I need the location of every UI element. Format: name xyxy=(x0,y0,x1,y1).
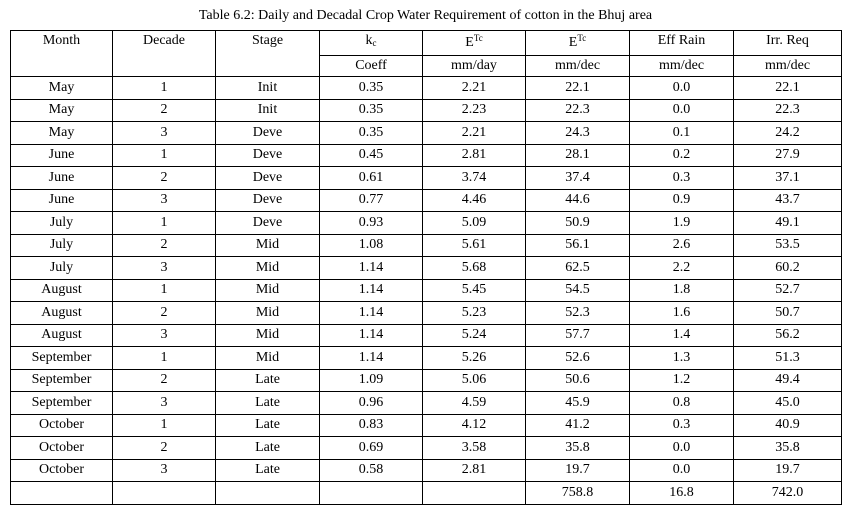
header-month: Month xyxy=(11,31,113,77)
totals-row xyxy=(11,482,842,505)
header-etc-day xyxy=(423,31,526,56)
cell-eff-rain: 1.3 xyxy=(630,347,734,370)
cell-etc-dec: 50.6 xyxy=(526,369,630,392)
cell-month: September xyxy=(11,392,113,415)
cell-etc-dec: 35.8 xyxy=(526,437,630,460)
cell-etc-dec: 56.1 xyxy=(526,234,630,257)
cell-decade: 1 xyxy=(113,347,216,370)
table-row xyxy=(11,257,842,280)
cell-month: September xyxy=(11,369,113,392)
cell-stage: Init xyxy=(216,99,320,122)
cell-kc: 1.14 xyxy=(320,324,423,347)
cell-etc-day: 4.59 xyxy=(423,392,526,415)
cell-stage: Late xyxy=(216,369,320,392)
cell-etc-day: 3.58 xyxy=(423,437,526,460)
table-body xyxy=(11,77,842,505)
cell-month: June xyxy=(11,189,113,212)
cell-eff-rain: 0.3 xyxy=(630,167,734,190)
table-row xyxy=(11,167,842,190)
cell-stage: Late xyxy=(216,392,320,415)
unit-eff-rain: mm/dec xyxy=(630,56,734,77)
cell-etc-dec: 37.4 xyxy=(526,167,630,190)
table-row xyxy=(11,189,842,212)
cell-decade: 2 xyxy=(113,99,216,122)
cell-stage: Late xyxy=(216,414,320,437)
cell-etc-dec: 54.5 xyxy=(526,279,630,302)
total-empty-month xyxy=(11,482,113,505)
cell-decade: 3 xyxy=(113,189,216,212)
table-row xyxy=(11,369,842,392)
cell-irr-req: 43.7 xyxy=(734,189,842,212)
cell-stage: Deve xyxy=(216,189,320,212)
table-row xyxy=(11,144,842,167)
cell-month: May xyxy=(11,99,113,122)
total-empty-etc-day xyxy=(423,482,526,505)
cell-irr-req: 60.2 xyxy=(734,257,842,280)
cell-kc: 1.14 xyxy=(320,279,423,302)
cell-eff-rain: 2.2 xyxy=(630,257,734,280)
cell-irr-req: 22.1 xyxy=(734,77,842,100)
cell-kc: 1.14 xyxy=(320,257,423,280)
cell-month: October xyxy=(11,414,113,437)
cell-irr-req: 49.1 xyxy=(734,212,842,235)
table-row xyxy=(11,437,842,460)
cell-etc-dec: 41.2 xyxy=(526,414,630,437)
header-etc-dec-sup: Tc xyxy=(577,33,587,43)
cell-etc-day: 2.23 xyxy=(423,99,526,122)
table-row xyxy=(11,392,842,415)
total-empty-stage xyxy=(216,482,320,505)
header-kc xyxy=(320,31,423,56)
cell-kc: 0.83 xyxy=(320,414,423,437)
cell-stage: Init xyxy=(216,77,320,100)
cell-stage: Mid xyxy=(216,302,320,325)
header-etc-day-sup: Tc xyxy=(473,33,483,43)
cell-kc: 1.08 xyxy=(320,234,423,257)
cell-decade: 3 xyxy=(113,122,216,145)
cell-month: May xyxy=(11,77,113,100)
cell-etc-day: 5.09 xyxy=(423,212,526,235)
header-decade: Decade xyxy=(113,31,216,77)
cell-decade: 3 xyxy=(113,324,216,347)
cell-kc: 1.09 xyxy=(320,369,423,392)
cell-kc: 0.69 xyxy=(320,437,423,460)
cell-kc: 0.45 xyxy=(320,144,423,167)
unit-etc-dec: mm/dec xyxy=(526,56,630,77)
cell-eff-rain: 1.2 xyxy=(630,369,734,392)
cell-irr-req: 24.2 xyxy=(734,122,842,145)
cell-kc: 0.61 xyxy=(320,167,423,190)
table-row xyxy=(11,302,842,325)
table-row xyxy=(11,459,842,482)
header-row xyxy=(11,31,842,56)
total-empty-decade xyxy=(113,482,216,505)
cell-kc: 0.35 xyxy=(320,122,423,145)
cell-decade: 2 xyxy=(113,369,216,392)
cell-eff-rain: 2.6 xyxy=(630,234,734,257)
cell-etc-day: 5.61 xyxy=(423,234,526,257)
header-irr-req: Irr. Req xyxy=(734,31,842,56)
cell-kc: 0.35 xyxy=(320,99,423,122)
cell-decade: 2 xyxy=(113,302,216,325)
cell-stage: Mid xyxy=(216,324,320,347)
cell-irr-req: 51.3 xyxy=(734,347,842,370)
cell-irr-req: 56.2 xyxy=(734,324,842,347)
header-kc-base: k xyxy=(365,33,373,48)
cell-etc-day: 4.12 xyxy=(423,414,526,437)
cell-month: July xyxy=(11,257,113,280)
cell-eff-rain: 1.6 xyxy=(630,302,734,325)
cell-etc-day: 5.06 xyxy=(423,369,526,392)
cell-eff-rain: 0.2 xyxy=(630,144,734,167)
cell-irr-req: 40.9 xyxy=(734,414,842,437)
table-row xyxy=(11,347,842,370)
cell-etc-dec: 28.1 xyxy=(526,144,630,167)
cell-decade: 3 xyxy=(113,257,216,280)
cell-kc: 1.14 xyxy=(320,347,423,370)
cell-eff-rain: 1.4 xyxy=(630,324,734,347)
cell-irr-req: 27.9 xyxy=(734,144,842,167)
cell-etc-dec: 62.5 xyxy=(526,257,630,280)
table-row xyxy=(11,122,842,145)
cell-eff-rain: 0.0 xyxy=(630,77,734,100)
cell-eff-rain: 0.1 xyxy=(630,122,734,145)
cell-eff-rain: 0.0 xyxy=(630,99,734,122)
table-row xyxy=(11,414,842,437)
cell-etc-dec: 45.9 xyxy=(526,392,630,415)
cell-eff-rain: 0.9 xyxy=(630,189,734,212)
cell-month: June xyxy=(11,144,113,167)
header-etc-day-base: E xyxy=(465,35,474,50)
cell-stage: Deve xyxy=(216,167,320,190)
cell-eff-rain: 1.9 xyxy=(630,212,734,235)
total-etc-dec: 758.8 xyxy=(526,482,630,505)
cell-kc: 0.96 xyxy=(320,392,423,415)
total-eff-rain: 16.8 xyxy=(630,482,734,505)
cell-stage: Mid xyxy=(216,234,320,257)
cell-stage: Deve xyxy=(216,122,320,145)
cell-etc-day: 4.46 xyxy=(423,189,526,212)
cell-decade: 3 xyxy=(113,392,216,415)
cell-decade: 3 xyxy=(113,459,216,482)
cell-month: July xyxy=(11,212,113,235)
cell-kc: 0.77 xyxy=(320,189,423,212)
cell-etc-day: 2.21 xyxy=(423,77,526,100)
table-row xyxy=(11,279,842,302)
cell-month: June xyxy=(11,167,113,190)
cell-kc: 0.35 xyxy=(320,77,423,100)
cell-month: September xyxy=(11,347,113,370)
cell-etc-dec: 22.3 xyxy=(526,99,630,122)
header-eff-rain: Eff Rain xyxy=(630,31,734,56)
cell-stage: Mid xyxy=(216,257,320,280)
total-irr-req: 742.0 xyxy=(734,482,842,505)
cell-irr-req: 45.0 xyxy=(734,392,842,415)
cell-irr-req: 22.3 xyxy=(734,99,842,122)
cell-etc-dec: 52.6 xyxy=(526,347,630,370)
cell-etc-dec: 52.3 xyxy=(526,302,630,325)
unit-irr-req: mm/dec xyxy=(734,56,842,77)
cell-month: August xyxy=(11,324,113,347)
cell-etc-day: 5.23 xyxy=(423,302,526,325)
header-stage: Stage xyxy=(216,31,320,77)
cell-etc-dec: 22.1 xyxy=(526,77,630,100)
cell-etc-day: 5.24 xyxy=(423,324,526,347)
table-row xyxy=(11,324,842,347)
cell-etc-day: 2.21 xyxy=(423,122,526,145)
table-row xyxy=(11,99,842,122)
header-etc-dec xyxy=(526,31,630,56)
cell-irr-req: 52.7 xyxy=(734,279,842,302)
cell-etc-dec: 50.9 xyxy=(526,212,630,235)
cell-stage: Deve xyxy=(216,212,320,235)
unit-etc-day: mm/day xyxy=(423,56,526,77)
cell-kc: 0.93 xyxy=(320,212,423,235)
cell-kc: 1.14 xyxy=(320,302,423,325)
cell-etc-day: 2.81 xyxy=(423,459,526,482)
cell-irr-req: 19.7 xyxy=(734,459,842,482)
cell-etc-day: 5.68 xyxy=(423,257,526,280)
cell-eff-rain: 0.0 xyxy=(630,459,734,482)
cell-eff-rain: 0.8 xyxy=(630,392,734,415)
cell-eff-rain: 1.8 xyxy=(630,279,734,302)
table-row xyxy=(11,212,842,235)
cell-month: October xyxy=(11,437,113,460)
cell-month: August xyxy=(11,279,113,302)
table-row xyxy=(11,234,842,257)
cell-decade: 2 xyxy=(113,234,216,257)
cell-decade: 1 xyxy=(113,212,216,235)
cell-decade: 2 xyxy=(113,437,216,460)
table-caption: Table 6.2: Daily and Decadal Crop Water Requirement of cotton in the Bhuj area xyxy=(198,8,653,23)
cell-stage: Late xyxy=(216,437,320,460)
cell-irr-req: 50.7 xyxy=(734,302,842,325)
cell-month: August xyxy=(11,302,113,325)
cell-stage: Mid xyxy=(216,279,320,302)
cell-irr-req: 53.5 xyxy=(734,234,842,257)
total-empty-kc xyxy=(320,482,423,505)
cell-decade: 1 xyxy=(113,77,216,100)
cell-etc-dec: 44.6 xyxy=(526,189,630,212)
unit-kc: Coeff xyxy=(320,56,423,77)
header-etc-dec-base: E xyxy=(568,35,578,50)
cell-etc-day: 5.45 xyxy=(423,279,526,302)
cell-etc-dec: 57.7 xyxy=(526,324,630,347)
cell-etc-day: 3.74 xyxy=(423,167,526,190)
cell-irr-req: 49.4 xyxy=(734,369,842,392)
cell-etc-dec: 19.7 xyxy=(526,459,630,482)
cell-decade: 1 xyxy=(113,414,216,437)
cell-stage: Late xyxy=(216,459,320,482)
cell-eff-rain: 0.3 xyxy=(630,414,734,437)
cell-month: May xyxy=(11,122,113,145)
cell-irr-req: 35.8 xyxy=(734,437,842,460)
cell-etc-day: 2.81 xyxy=(423,144,526,167)
crop-water-table xyxy=(10,30,842,505)
header-kc-sub: c xyxy=(372,38,377,48)
cell-stage: Deve xyxy=(216,144,320,167)
cell-month: October xyxy=(11,459,113,482)
cell-kc: 0.58 xyxy=(320,459,423,482)
cell-month: July xyxy=(11,234,113,257)
cell-eff-rain: 0.0 xyxy=(630,437,734,460)
cell-irr-req: 37.1 xyxy=(734,167,842,190)
cell-etc-day: 5.26 xyxy=(423,347,526,370)
cell-decade: 1 xyxy=(113,144,216,167)
cell-decade: 1 xyxy=(113,279,216,302)
cell-etc-dec: 24.3 xyxy=(526,122,630,145)
cell-stage: Mid xyxy=(216,347,320,370)
table-row xyxy=(11,77,842,100)
cell-decade: 2 xyxy=(113,167,216,190)
